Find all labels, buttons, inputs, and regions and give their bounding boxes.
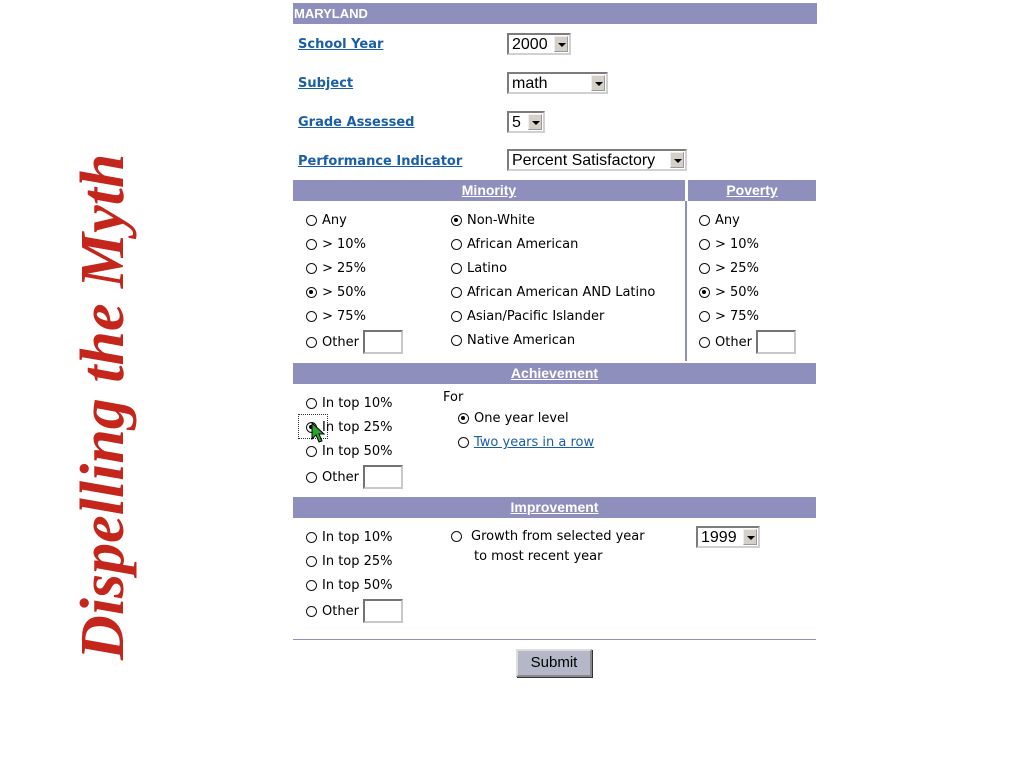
chevron-down-icon[interactable] [554, 36, 568, 52]
improvement-other-input[interactable] [363, 599, 403, 623]
radio-icon[interactable] [451, 263, 462, 274]
subject-label[interactable]: Subject [298, 76, 354, 91]
minority-any[interactable]: Any [306, 213, 347, 228]
performance-value: Percent Satisfactory [512, 152, 656, 169]
radio-icon[interactable] [306, 446, 317, 457]
grade-select[interactable] [507, 111, 545, 133]
radio-icon[interactable] [699, 263, 710, 274]
minority-other[interactable]: Other [306, 330, 403, 354]
improvement-header[interactable]: Improvement [293, 497, 816, 518]
subject-select[interactable] [507, 72, 608, 94]
base-year-select[interactable] [696, 526, 760, 548]
achievement-other-input[interactable] [363, 465, 403, 489]
base-year-value: 1999 [701, 529, 737, 546]
radio-selected-icon[interactable] [451, 215, 462, 226]
radio-icon[interactable] [699, 337, 710, 348]
chevron-down-icon[interactable] [528, 114, 542, 130]
radio-icon[interactable] [306, 580, 317, 591]
chevron-down-icon[interactable] [670, 152, 684, 168]
minority-header[interactable]: Minority [293, 180, 685, 201]
achievement-header[interactable]: Achievement [293, 363, 816, 384]
period-one-year[interactable]: One year level [458, 411, 569, 426]
poverty-75[interactable]: > 75% [699, 309, 759, 324]
achievement-top-50[interactable]: In top 50% [306, 444, 393, 459]
improvement-other[interactable]: Other [306, 599, 403, 623]
radio-icon[interactable] [451, 239, 462, 250]
minority-75[interactable]: > 75% [306, 309, 366, 324]
grade-label[interactable]: Grade Assessed [298, 115, 415, 130]
slide-title-text: Dispelling the Myth [69, 153, 137, 660]
performance-label[interactable]: Performance Indicator [298, 154, 463, 169]
radio-selected-icon[interactable] [458, 413, 469, 424]
chevron-down-icon[interactable] [591, 75, 605, 91]
radio-icon[interactable] [306, 263, 317, 274]
radio-icon[interactable] [451, 335, 462, 346]
radio-icon[interactable] [699, 215, 710, 226]
achievement-top-25[interactable]: In top 25% [306, 420, 393, 435]
improvement-top-50[interactable]: In top 50% [306, 578, 393, 593]
improvement-top-10[interactable]: In top 10% [306, 530, 393, 545]
chevron-down-icon[interactable] [743, 529, 757, 545]
radio-icon[interactable] [306, 398, 317, 409]
radio-icon[interactable] [451, 311, 462, 322]
minority-10[interactable]: > 10% [306, 237, 366, 252]
poverty-other[interactable]: Other [699, 330, 796, 354]
performance-select[interactable] [507, 149, 687, 171]
radio-icon[interactable] [306, 311, 317, 322]
group-african-american[interactable]: African American [451, 237, 578, 252]
submit-button[interactable]: Submit [516, 649, 592, 677]
achievement-top-10[interactable]: In top 10% [306, 396, 393, 411]
radio-icon[interactable] [451, 287, 462, 298]
period-two-years[interactable]: Two years in a row [458, 435, 594, 450]
group-asian-pacific[interactable]: Asian/Pacific Islander [451, 309, 604, 324]
poverty-header[interactable]: Poverty [688, 180, 816, 201]
for-label: For [443, 390, 464, 405]
radio-icon[interactable] [306, 556, 317, 567]
minority-25[interactable]: > 25% [306, 261, 366, 276]
poverty-50[interactable]: > 50% [699, 285, 759, 300]
radio-icon[interactable] [306, 337, 317, 348]
radio-icon[interactable] [306, 239, 317, 250]
group-non-white[interactable]: Non-White [451, 213, 535, 228]
poverty-10[interactable]: > 10% [699, 237, 759, 252]
subject-value: math [512, 75, 548, 92]
improvement-top-25[interactable]: In top 25% [306, 554, 393, 569]
radio-icon[interactable] [306, 532, 317, 543]
radio-selected-icon[interactable] [306, 287, 317, 298]
state-header: MARYLAND [293, 3, 817, 24]
divider [293, 639, 816, 640]
group-native-american[interactable]: Native American [451, 333, 575, 348]
school-year-select[interactable] [507, 33, 571, 55]
grade-value: 5 [512, 114, 521, 131]
radio-icon[interactable] [699, 239, 710, 250]
achievement-other[interactable]: Other [306, 465, 403, 489]
school-year-value: 2000 [512, 36, 548, 53]
minority-other-input[interactable] [363, 330, 403, 354]
group-latino[interactable]: Latino [451, 261, 507, 276]
radio-icon[interactable] [699, 311, 710, 322]
poverty-other-input[interactable] [756, 330, 796, 354]
mouse-pointer-icon [311, 422, 325, 444]
divider [685, 201, 687, 361]
minority-50[interactable]: > 50% [306, 285, 366, 300]
group-african-american-and-latino[interactable]: African American AND Latino [451, 285, 655, 300]
radio-icon[interactable] [306, 215, 317, 226]
poverty-25[interactable]: > 25% [699, 261, 759, 276]
poverty-any[interactable]: Any [699, 213, 740, 228]
growth-option[interactable]: Growth from selected year [451, 529, 645, 544]
school-year-label[interactable]: School Year [298, 37, 384, 52]
growth-line-2: to most recent year [474, 549, 603, 564]
radio-icon[interactable] [306, 472, 317, 483]
radio-icon[interactable] [451, 531, 462, 542]
radio-icon[interactable] [458, 437, 469, 448]
radio-selected-icon[interactable] [699, 287, 710, 298]
radio-icon[interactable] [306, 606, 317, 617]
